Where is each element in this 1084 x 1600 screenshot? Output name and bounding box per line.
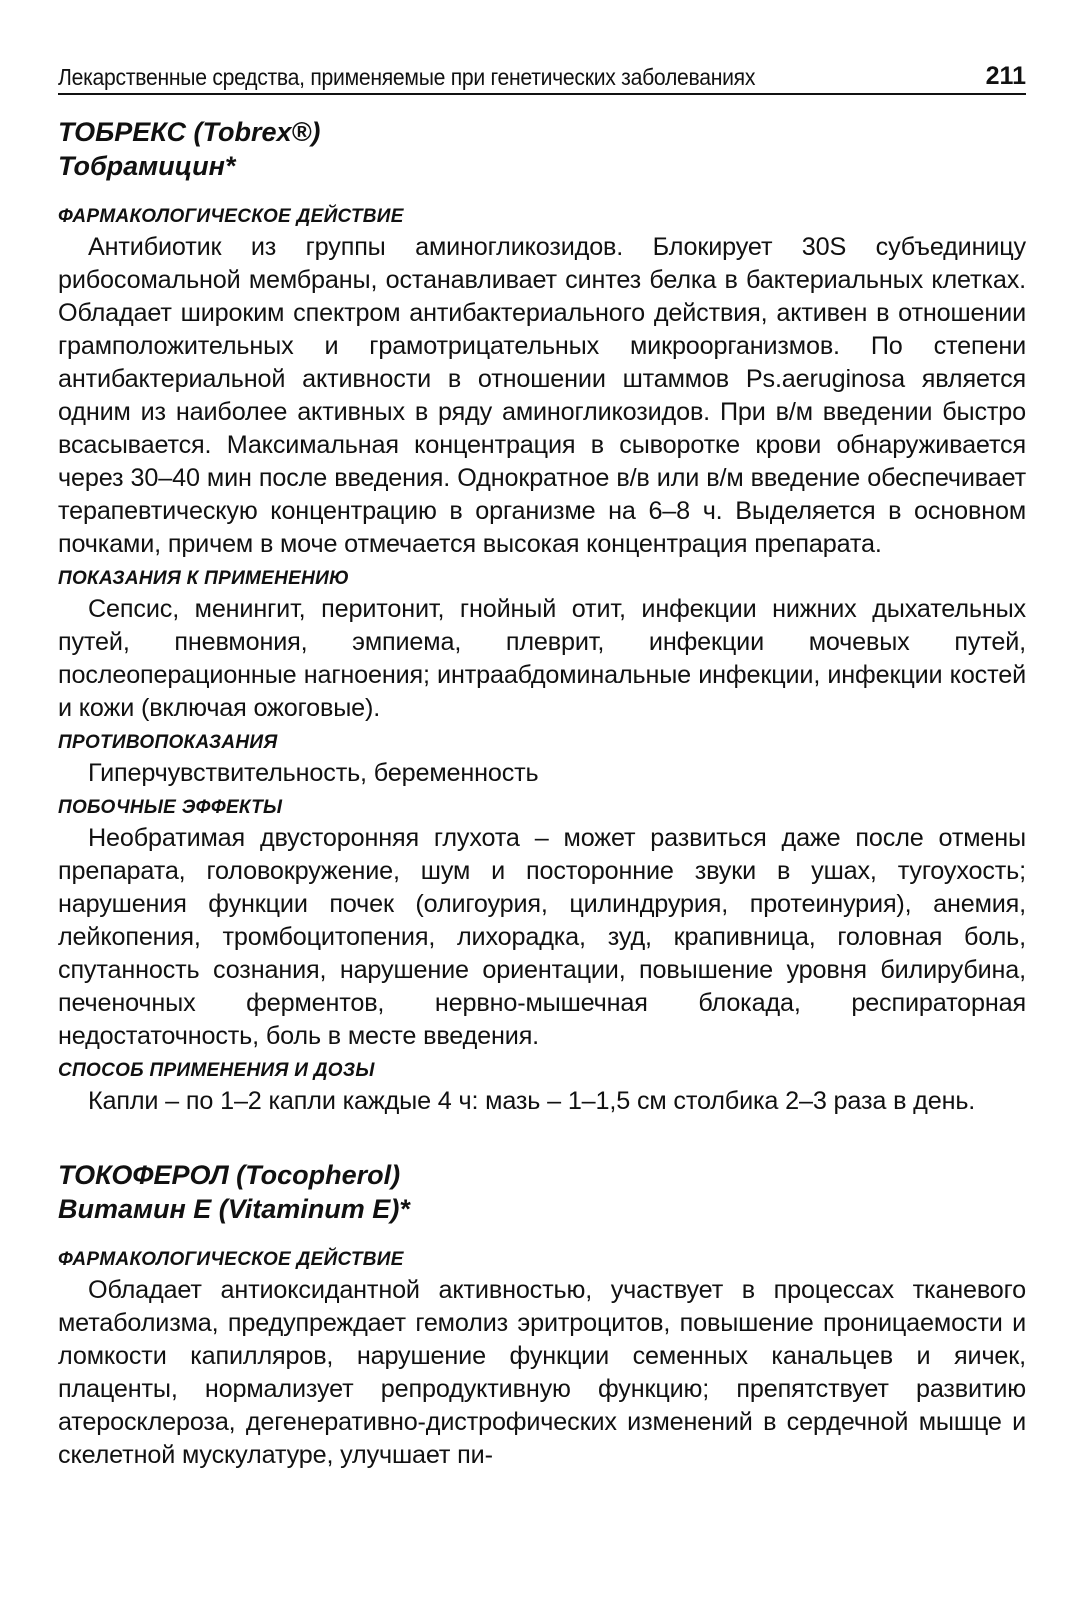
drug-generic-name: Тобрамицин* bbox=[58, 151, 236, 181]
section-text-pharmacology: Антибиотик из группы аминогликозидов. Блокирует 30S субъединицу рибосомальной мембраны, останавливает синтез белка в бактериальных клетках. Обладает широким спектром антибактериального действия, активен в отношении грамположительных и грамотрицательных микроорганизмов. По степени антибактериальной активности в отношении штаммов Ps.aeruginosa является одним из наиболее активных в ряду аминогликозидов. При в/м введении быстро всасывается. Максимальная концентрация в сыворотке крови обнаруживается через 30–40 мин после введения. Однократное в/в или в/м введение обеспечивает терапевтическую концентрацию в организме на 6–8 ч. Выделяется в основном почками, причем в моче отмечается высокая концентрация препарата. bbox=[58, 233, 1026, 558]
section-heading-indications: ПОКАЗАНИЯ К ПРИМЕНЕНИЮ bbox=[58, 568, 350, 589]
section-heading-pharmacology: ФАРМАКОЛОГИЧЕСКОЕ ДЕЙСТВИЕ bbox=[58, 206, 404, 227]
section-heading-pharmacology: ФАРМАКОЛОГИЧЕСКОЕ ДЕЙСТВИЕ bbox=[58, 1249, 404, 1270]
section-heading-side-effects: ПОБОЧНЫЕ ЭФФЕКТЫ bbox=[58, 797, 283, 818]
section-heading-contraindications: ПРОТИВОПОКАЗАНИЯ bbox=[58, 732, 278, 753]
section-text-indications: Сепсис, менингит, перитонит, гнойный отит, инфекции нижних дыхательных путей, пневмония, эмпиема, плеврит, инфекции мочевых путей, послеоперационные нагноения; интраабдоминальные инфекции, инфекции костей и кожи (включая ожоговые). bbox=[58, 595, 1026, 722]
page-number: 211 bbox=[985, 62, 1026, 90]
running-head bbox=[58, 62, 1026, 95]
drug-entry-tobrex bbox=[58, 115, 1026, 1118]
drug-title: ТОКОФЕРОЛ (Tocopherol) bbox=[58, 1160, 401, 1190]
section-text-side-effects: Необратимая двусторонняя глухота – может развиться даже после отмены препарата, головокружение, шум и посторонние звуки в ушах, тугоухость; нарушения функции почек (олигоурия, цилиндрурия, протеинурия), анемия, лейкопения, тромбоцитопения, лихорадка, зуд, крапивница, головная боль, спутанность сознания, нарушение ориентации, повышение уровня билирубина, печеночных ферментов, нервно-мышечная блокада, респираторная недостаточность, боль в месте введения. bbox=[58, 824, 1026, 1050]
section-text-contraindications: Гиперчувствительность, беременность bbox=[88, 759, 539, 787]
section-text-pharmacology: Обладает антиоксидантной активностью, участвует в процессах тканевого метаболизма, предупреждает гемолиз эритроцитов, повышение проницаемости и ломкости капилляров, нарушение функции семенных канальцев и яичек, плаценты, нормализует репродуктивную функцию; препятствует развитию атеросклероза, дегенеративно-дистрофических изменений в сердечной мышце и скелетной мускулатуре, улучшает пи- bbox=[58, 1276, 1026, 1469]
drug-generic-name: Витамин E (Vitaminum E)* bbox=[58, 1194, 410, 1224]
section-heading-dosage: СПОСОБ ПРИМЕНЕНИЯ И ДОЗЫ bbox=[58, 1060, 375, 1081]
section-text-dosage: Капли – по 1–2 капли каждые 4 ч: мазь – 1–1,5 см столбика 2–3 раза в день. bbox=[88, 1087, 976, 1115]
drug-entry-tocopherol bbox=[58, 1158, 1026, 1472]
drug-title: ТОБРЕКС (Tobrex®) bbox=[58, 117, 321, 147]
running-head-title: Лекарственные средства, применяемые при генетических заболеваниях bbox=[58, 64, 756, 90]
